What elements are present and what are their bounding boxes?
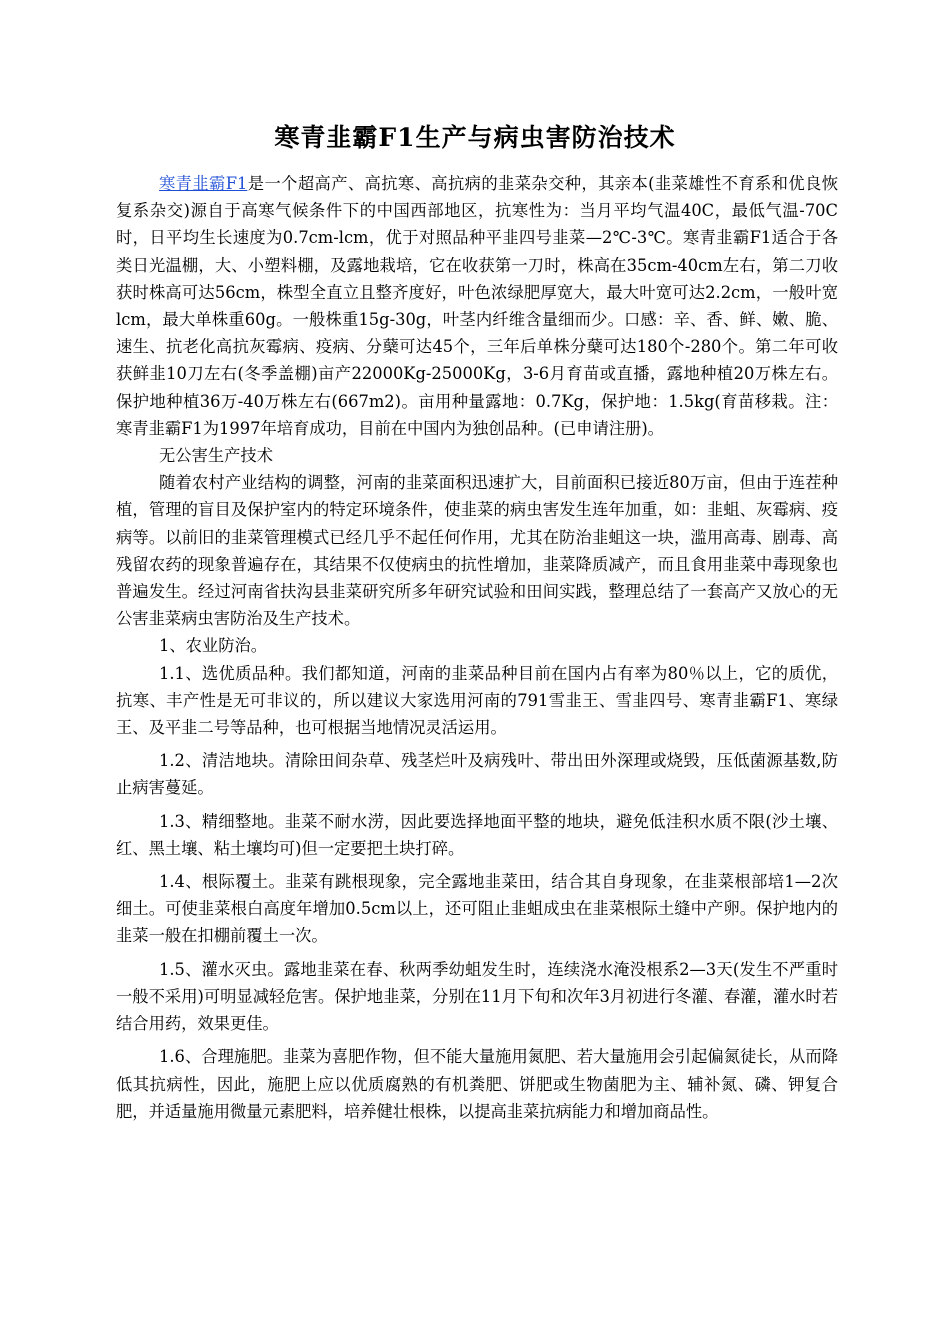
document-title: 寒青韭霸F1生产与病虫害防治技术 [274, 123, 676, 152]
item-1-3: 1.3、精细整地。韭菜不耐水涝，因此要选择地面平整的地块，避免低洼积水质不限(沙土壤、红、黑土壤、粘土壤均可)但一定要把土块打碎。 [116, 811, 838, 858]
item-1-4: 1.4、根际覆土。韭菜有跳根现象，完全露地韭菜田，结合其自身现象，在韭菜根部培1—2次细土。可使韭菜根白高度年增加0.5cm以上，还可阻止韭蛆成虫在韭菜根际土缝中产卵。保护地内的韭菜一般在扣棚前覆土一次。 [116, 872, 838, 946]
section-heading: 无公害生产技术 [159, 446, 273, 466]
intro-paragraph [116, 170, 838, 442]
item-1-2: 1.2、清洁地块。清除田间杂草、残茎烂叶及病残叶、带出田外深理或烧毁，压低菌源基数,防止病害蔓延。 [116, 751, 838, 798]
item-1-5: 1.5、灌水灭虫。露地韭菜在春、秋两季幼蛆发生时，连续浇水淹没根系2—3天(发生不严重时一般不采用)可明显减轻危害。保护地韭菜，分别在11月下旬和次年3月初进行冬灌、春灌，灌水时若结合用药，效果更佳。 [116, 959, 838, 1034]
variety-link[interactable]: 寒青韭霸F1 [159, 174, 248, 193]
item-1-6: 1.6、合理施肥。韭菜为喜肥作物，但不能大量施用氮肥、若大量施用会引起偏氮徒长，从而降低其抗病性，因此，施肥上应以优质腐熟的有机粪肥、饼肥或生物菌肥为主、辅补氮、磷、钾复合肥，并适量施用微量元素肥料，培养健壮根株，以提高韭菜抗病能力和增加商品性。 [116, 1047, 838, 1121]
background-paragraph: 随着农村产业结构的调整，河南的韭菜面积迅速扩大，目前面积已接近80万亩，但由于连茬种植，管理的盲目及保护室内的特定环境条件，使韭菜的病虫害发生连年加重，如：韭蛆、灰霉病、疫病等。以前旧的韭菜管理模式已经几乎不起任何作用，尤其在防治韭蛆这一块，滥用高毒、剧毒、高残留农药的现象普遍存在，其结果不仅使病虫的抗性增加，韭菜降质减产，而且食用韭菜中毒现象也普遍发生。经过河南省扶沟县韭菜研究所多年研究试验和田间实践，整理总结了一套高产又放心的无公害韭菜病虫害防治及生产技术。 [116, 473, 838, 629]
intro-text: 是一个超高产、高抗寒、高抗病的韭菜杂交种，其亲本(韭菜雄性不育系和优良恢复系杂交)源自于高寒气候条件下的中国西部地区，抗寒性为：当月平均气温40C，最低气温-70C时，日平均生长速度为0.7cm-lcm，优于对照品种平韭四号韭菜—2℃-3℃。寒青韭霸F1适合于各类日光温棚，大、小塑料棚，及露地栽培，它在收获第一刀时，株高在35cm-40cm左右，第二刀收获时株高可达56cm，株型全直立且整齐度好，叶色浓绿肥厚宽大，最大叶宽可达2.2cm，一般叶宽lcm，最大单株重60g。一般株重15g-30g，叶茎内纤维含量细而少。口感：辛、香、鲜、嫩、脆、速生、抗老化高抗灰霉病、疫病、分蘖可达45个，三年后单株分蘖可达180个-280个。第二年可收获鲜韭10刀左右(冬季盖棚)亩产22000Kg-25000Kg，3-6月育苗或直播，露地种植20万株左右。保护地种植36万-40万株左右(667m2)。亩用种量露地：0.7Kg，保护地：1.5kg(育苗移栽。注：寒青韭霸F1为1997年培育成功，目前在中国内为独创品种。(已申请注册)。 [116, 174, 839, 438]
document-body [116, 170, 838, 1125]
item-1-1: 1.1、选优质品种。我们都知道，河南的韭菜品种目前在国内占有率为80％以上，它的质优，抗寒、丰产性是无可非议的，所以建议大家选用河南的791雪韭王、雪韭四号、寒青韭霸F1、寒绿王、及平韭二号等品种，也可根据当地情况灵活运用。 [116, 663, 838, 738]
item-heading: 1、农业防治。 [159, 636, 268, 656]
